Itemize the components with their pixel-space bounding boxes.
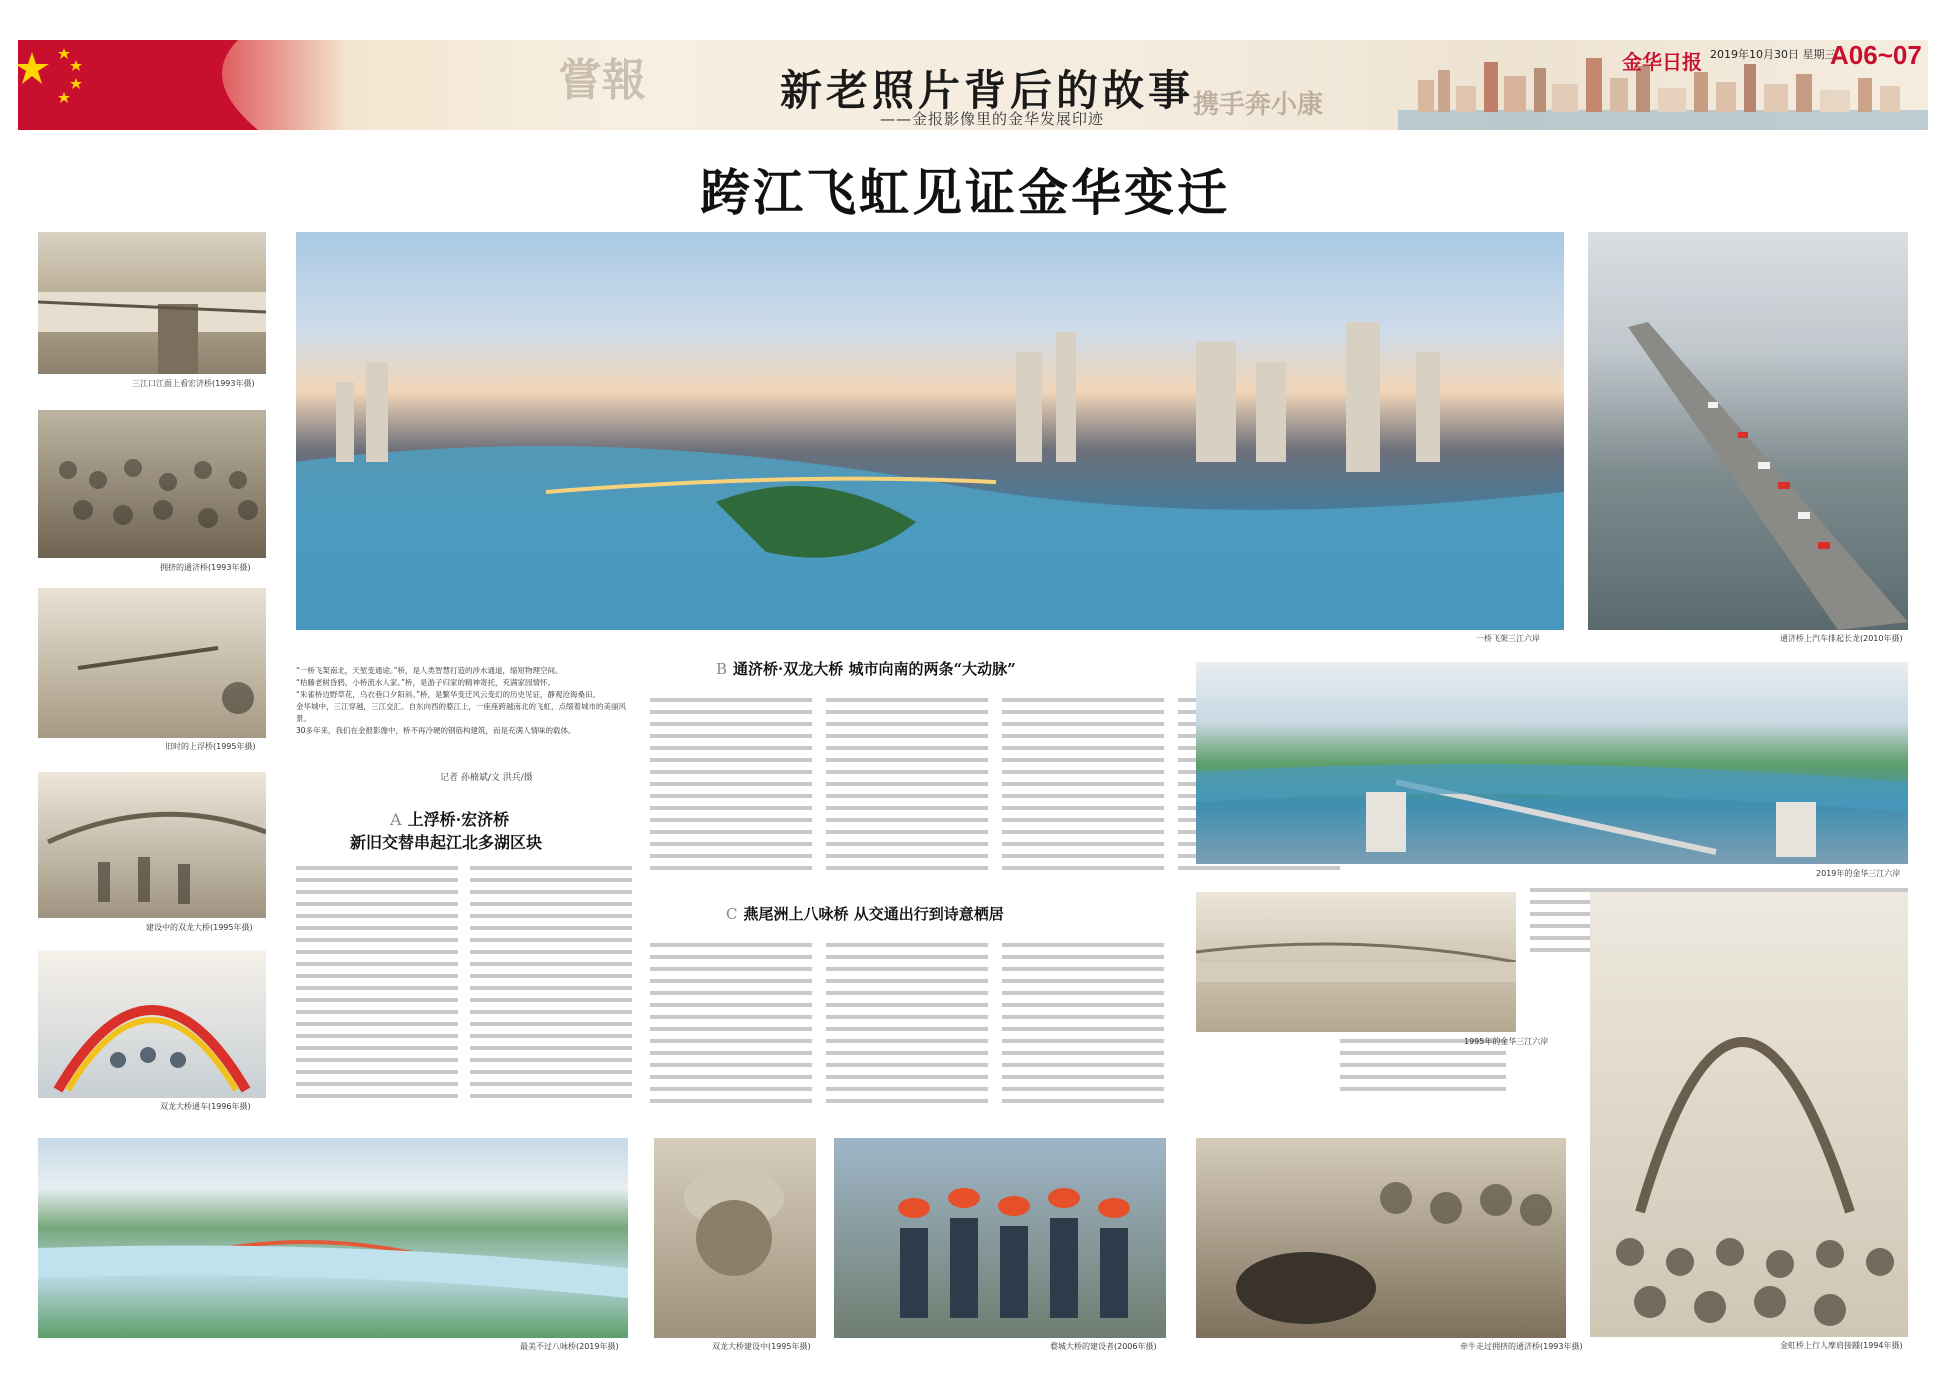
section-c-letter: C [726, 905, 738, 923]
section-a-column-1 [296, 858, 458, 1118]
caption-3: 旧时的上浮桥(1995年摄) [165, 742, 256, 751]
banner-watermark-left: 嘗報 [558, 55, 646, 106]
section-c-column-3 [1002, 935, 1164, 1125]
photo-panorama-three-rivers [296, 232, 1564, 630]
caption-14: 金虹桥上行人摩肩接踵(1994年摄) [1780, 1341, 1903, 1350]
caption-6: 一桥飞架三江六岸 [1476, 634, 1540, 643]
page-headline: 跨江飞虹见证金华变迁 [700, 163, 1230, 222]
intro-paragraph: “一桥飞架南北，天堑变通途。”桥，是人类智慧打造的涉水通道，缩短物理空间。 [296, 666, 563, 675]
section-a-subtitle: 新旧交替串起江北多湖区块 [350, 833, 543, 852]
section-a-letter: A [390, 810, 402, 829]
intro-paragraph: 金华城中，三江穿越，三江交汇。自东向西的婺江上，一座座跨越南北的飞虹，点缀着城市的美丽风景。 [296, 702, 626, 723]
photo-bayong-bridge-2019 [38, 1138, 628, 1338]
caption-2: 拥挤的通济桥(1993年摄) [160, 563, 251, 572]
section-b-column-2 [826, 690, 988, 890]
photo-wucheng-bridge-builders-2006 [834, 1138, 1166, 1338]
section-b-heading [716, 658, 1016, 679]
page-number: A06~07 [1830, 40, 1922, 70]
intro-paragraph: “朱雀桥边野草花，乌衣巷口夕阳斜。”桥，是繁华变迁风云变幻的历史见证，静观沧海桑田。 [296, 690, 601, 699]
caption-5: 双龙大桥通车(1996年摄) [160, 1102, 251, 1111]
photo-2019-three-rivers [1196, 662, 1908, 864]
banner-watermark-right: 携手奔小康 [1193, 90, 1324, 120]
caption-11: 双龙大桥建设中(1995年摄) [712, 1342, 811, 1351]
flag-graphic [18, 40, 318, 130]
section-b-column-3 [1002, 690, 1164, 890]
caption-9: 1995年的金华三江六岸 [1464, 1037, 1549, 1046]
photo-crowded-tongji-bridge [38, 410, 266, 558]
section-c-column-1 [650, 935, 812, 1125]
caption-10: 最美不过八咏桥(2019年摄) [520, 1342, 619, 1351]
section-c-heading [726, 903, 1004, 924]
caption-12: 婺城大桥的建设者(2006年摄) [1050, 1342, 1157, 1351]
section-c-title: 燕尾洲上八咏桥 从交通出行到诗意栖居 [743, 905, 1004, 923]
byline: 记者 孙楠斌/文 洪兵/摄 [440, 773, 533, 783]
masthead-title: 新老照片背后的故事 [780, 66, 1195, 115]
caption-8: 2019年的金华三江六岸 [1816, 869, 1901, 878]
caption-4: 建设中的双龙大桥(1995年摄) [146, 923, 253, 932]
caption-1: 三江口江面上看宏济桥(1993年摄) [132, 379, 255, 388]
section-b-column-1 [650, 690, 812, 890]
photo-hongji-bridge-1993 [38, 232, 266, 374]
caption-13: 牵牛走过拥挤的通济桥(1993年摄) [1460, 1342, 1583, 1351]
intro-paragraph: “枯藤老树昏鸦，小桥流水人家。”桥，是游子归家的精神寄托，充满家园情怀。 [296, 678, 556, 687]
section-a-title: 上浮桥·宏济桥 [407, 810, 510, 829]
dateline: 2019年10月30日 星期三 [1710, 48, 1836, 61]
photo-jinhong-bridge-1994 [1590, 892, 1908, 1337]
section-a-heading [390, 807, 509, 830]
photo-cattle-tongji-1993 [1196, 1138, 1566, 1338]
section-b-letter: B [716, 660, 728, 678]
photo-tongji-traffic-2010 [1588, 232, 1908, 630]
section-b-title: 通济桥·双龙大桥 城市向南的两条“大动脉” [733, 660, 1016, 678]
paper-logo: 金华日报 [1622, 50, 1702, 74]
photo-building-shuanglong-bridge [38, 772, 266, 918]
section-a-column-2 [470, 858, 632, 1118]
photo-worker-portrait-1995 [654, 1138, 816, 1338]
intro-paragraph: 30多年来，我们在金报影像中，桥不再冷硬的钢筋构建筑，而是充满人情味的载体。 [296, 726, 576, 735]
photo-1995-three-rivers [1196, 892, 1516, 1032]
photo-old-pontoon-bridge [38, 588, 266, 738]
caption-7: 通济桥上汽车排起长龙(2010年摄) [1780, 634, 1903, 643]
masthead-subtitle: ——金报影像里的金华发展印迹 [880, 110, 1105, 128]
photo-shuanglong-opening-1996 [38, 950, 266, 1098]
section-c-column-2 [826, 935, 988, 1125]
